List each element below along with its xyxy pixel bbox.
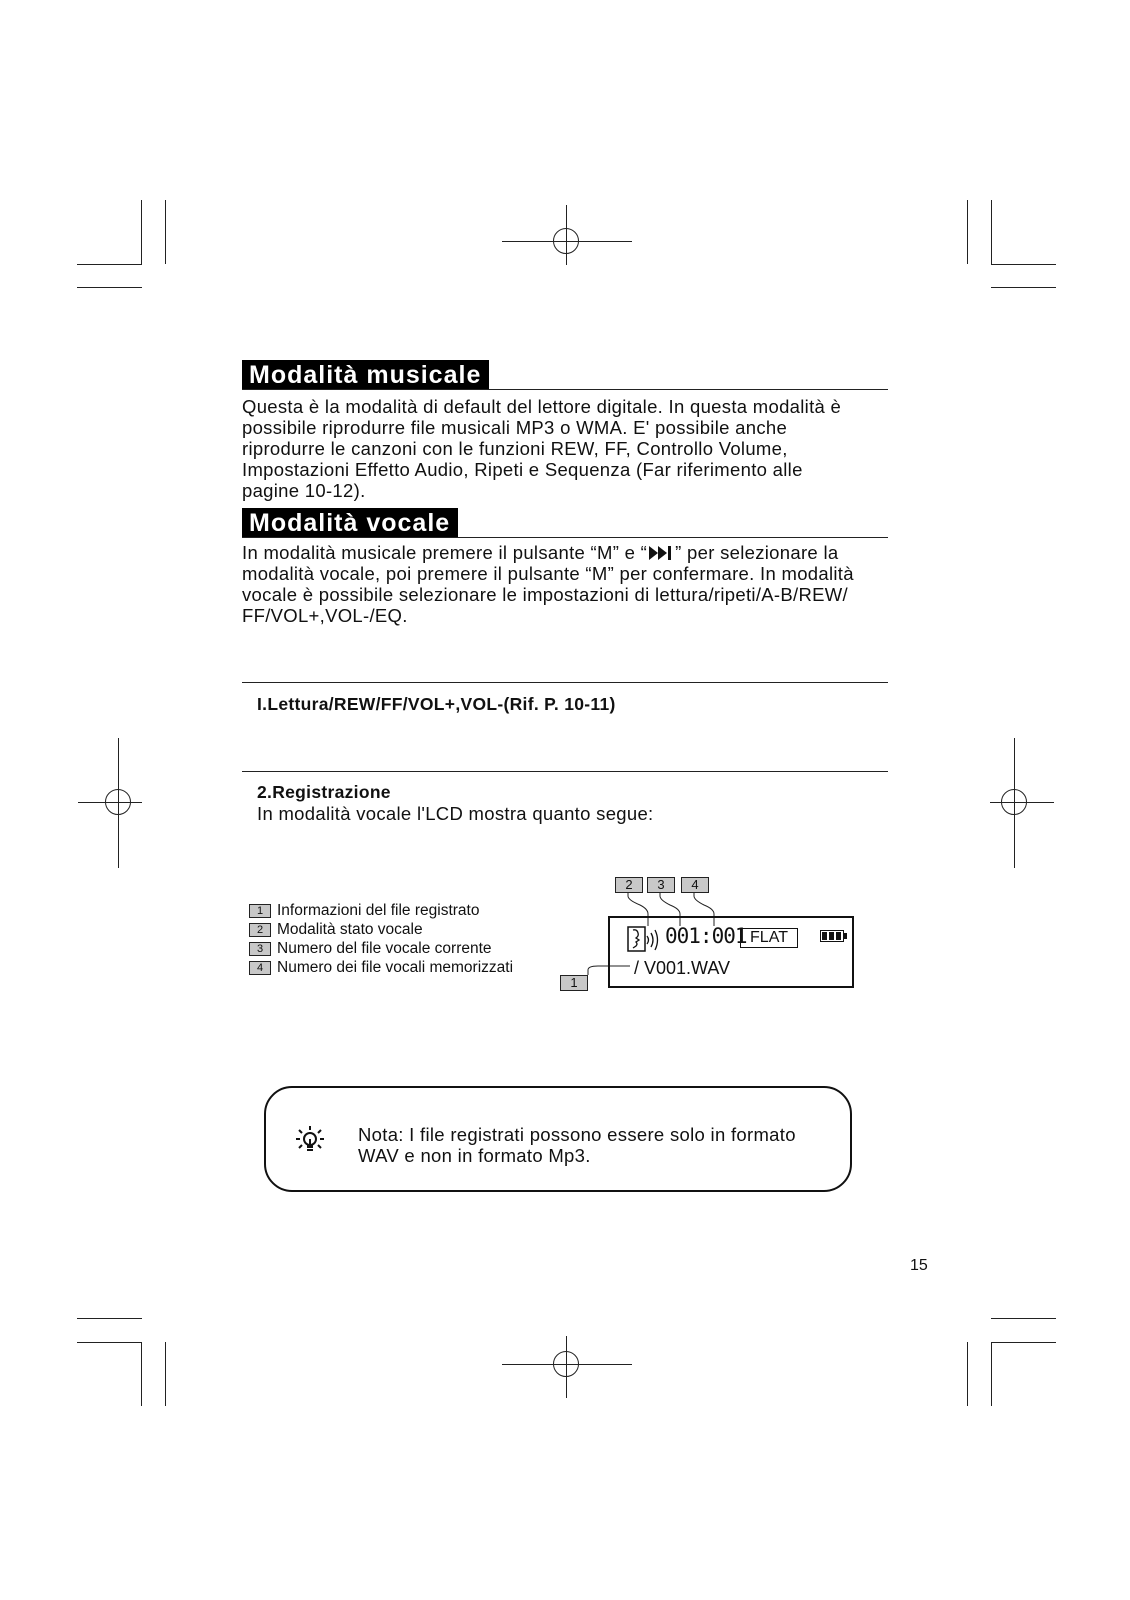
- callout-1: 1: [560, 975, 588, 991]
- legend-number: 4: [249, 961, 271, 975]
- legend-number: 3: [249, 942, 271, 956]
- voice-paragraph: In modalità musicale premere il pulsante “M” e “ ” per selezionare la modalità vocale, poi premere il pulsante “M” per confermare. In modalità vocale è possibile selezionare le impostazioni di lettura/ripeti/A-B/REW/ FF/VOL+,VOL-/EQ.: [242, 542, 854, 626]
- section-title-music: Modalità musicale: [242, 360, 489, 390]
- page-number: 15: [910, 1257, 928, 1274]
- callout-4: 4: [681, 877, 709, 893]
- lcd-display: [608, 916, 854, 988]
- legend-label: Numero del file vocale corrente: [277, 940, 492, 957]
- lcd-counter: 001:001: [665, 924, 747, 948]
- lcd-eq-label: FLAT: [740, 928, 798, 948]
- registrazione-heading: 2.Registrazione: [257, 782, 391, 802]
- lettura-heading: I.Lettura/REW/FF/VOL+,VOL-(Rif. P. 10-11): [257, 694, 616, 714]
- registrazione-text: In modalità vocale l'LCD mostra quanto segue:: [257, 803, 654, 824]
- legend-number: 2: [249, 923, 271, 937]
- legend-label: Modalità stato vocale: [277, 921, 423, 938]
- note-box: [264, 1086, 852, 1192]
- voice-paragraph-line1: In modalità musicale premere il pulsante “M” e “ ” per selezionare la: [242, 542, 839, 563]
- legend-number: 1: [249, 904, 271, 918]
- battery-icon: [820, 930, 844, 942]
- lightbulb-icon: [294, 1124, 326, 1160]
- legend-label: Informazioni del file registrato: [277, 902, 480, 919]
- legend-label: Numero dei file vocali memorizzati: [277, 959, 514, 976]
- callout-3: 3: [647, 877, 675, 893]
- callout-2: 2: [615, 877, 643, 893]
- section-title-voice: Modalità vocale: [242, 508, 458, 538]
- music-paragraph: Questa è la modalità di default del lettore digitale. In questa modalità è possibile riprodurre file musicali MP3 o WMA. E' possibile anche riprodurre le canzoni con le funzioni REW, FF, Controllo Volume, Impostazioni Effetto Audio, Ripeti e Sequenza (Far riferimento alle pagine 10-12).: [242, 396, 842, 501]
- voice-mode-icon: [627, 926, 661, 952]
- note-text: Nota: I file registrati possono essere solo in formato WAV e non in formato Mp3.: [358, 1124, 796, 1166]
- lcd-filename: / V001.WAV: [634, 958, 731, 978]
